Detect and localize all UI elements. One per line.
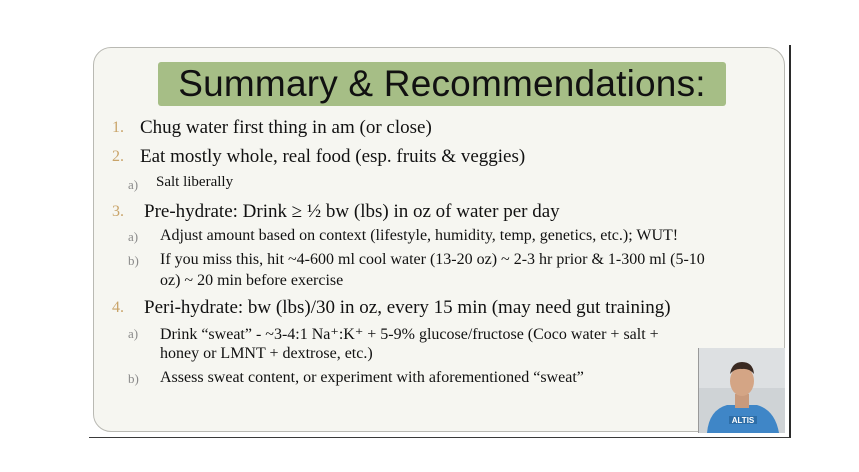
subitem-text: honey or LMNT + dextrose, etc.) bbox=[160, 345, 373, 362]
item-text: Pre-hydrate: Drink ≥ ½ bw (lbs) in oz of water per day bbox=[144, 201, 560, 222]
presenter-image bbox=[699, 348, 785, 433]
slide-title: Summary & Recommendations: bbox=[158, 62, 726, 106]
shirt-logo: ALTIS bbox=[731, 416, 755, 425]
presenter-webcam bbox=[698, 348, 785, 433]
item-number: 4. bbox=[112, 299, 124, 316]
subitem-text: Adjust amount based on context (lifestyle, humidity, temp, genetics, etc.); WUT! bbox=[160, 227, 679, 244]
subitem-text: Assess sweat content, or experiment with aforementioned “sweat” bbox=[160, 369, 584, 386]
item-text: Chug water first thing in am (or close) bbox=[140, 117, 432, 138]
subitem-number: a) bbox=[128, 326, 139, 341]
item-text: Eat mostly whole, real food (esp. fruits & veggies) bbox=[140, 146, 526, 167]
subitem-text: Salt liberally bbox=[156, 174, 234, 190]
subitem-number: a) bbox=[128, 229, 139, 244]
subitem-text: oz) ~ 20 min before exercise bbox=[160, 272, 344, 289]
subitem-number: b) bbox=[128, 371, 139, 386]
subitem-text: Drink “sweat” - ~3-4:1 Na⁺:K⁺ + 5-9% glucose/fructose (Coco water + salt + bbox=[160, 326, 659, 343]
item-number: 1. bbox=[112, 119, 124, 136]
subitem-text: If you miss this, hit ~4-600 ml cool water (13-20 oz) ~ 2-3 hr prior & 1-300 ml (5-10 bbox=[160, 251, 705, 268]
item-text: Peri-hydrate: bw (lbs)/30 in oz, every 15 min (may need gut training) bbox=[144, 297, 671, 318]
subitem-number: b) bbox=[128, 253, 139, 268]
subitem-number: a) bbox=[128, 177, 139, 192]
item-number: 2. bbox=[112, 148, 124, 165]
item-number: 3. bbox=[112, 203, 124, 220]
